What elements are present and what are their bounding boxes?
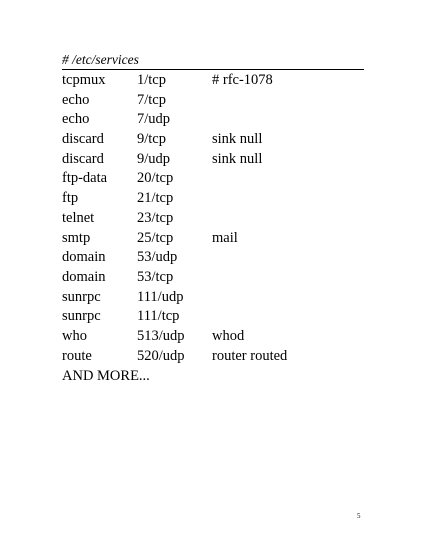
service-port: 7/udp [137,111,171,128]
service-port: 20/tcp [137,170,174,187]
service-port: 53/tcp [137,268,174,285]
service-port: 111/tcp [137,308,180,325]
service-port: 7/tcp [137,91,166,108]
service-alias: mail [212,229,238,246]
service-name: tcpmux [62,72,106,88]
service-name: sunrpc [62,288,101,305]
service-port: 23/tcp [137,209,174,226]
service-port: 21/tcp [137,190,174,207]
page-heading: # /etc/services [62,52,139,67]
service-name: telnet [62,209,95,226]
service-port: 1/tcp [137,72,166,88]
service-alias: sink null [212,150,263,167]
service-alias: router routed [212,347,288,364]
service-name: ftp [62,190,79,207]
service-name: smtp [62,229,91,246]
service-name: route [62,347,92,364]
service-port: 513/udp [137,327,185,344]
service-port: 9/udp [137,150,171,167]
service-alias: whod [212,327,245,344]
service-alias: sink null [212,131,263,148]
service-name: echo [62,91,90,108]
service-name: sunrpc [62,308,101,325]
service-alias: # rfc-1078 [212,72,273,88]
service-name: who [62,327,87,344]
service-name: domain [62,249,106,266]
service-port: 53/udp [137,249,178,266]
service-port: 9/tcp [137,131,166,148]
and-more-text: AND MORE... [62,368,150,384]
service-port: 520/udp [137,347,185,364]
service-name: discard [62,150,104,167]
service-name: discard [62,131,104,148]
service-name: ftp-data [62,170,108,187]
page-number: 5 [357,512,361,520]
service-port: 111/udp [137,288,184,305]
service-name: domain [62,268,106,285]
service-port: 25/tcp [137,229,174,246]
service-name: echo [62,111,90,128]
